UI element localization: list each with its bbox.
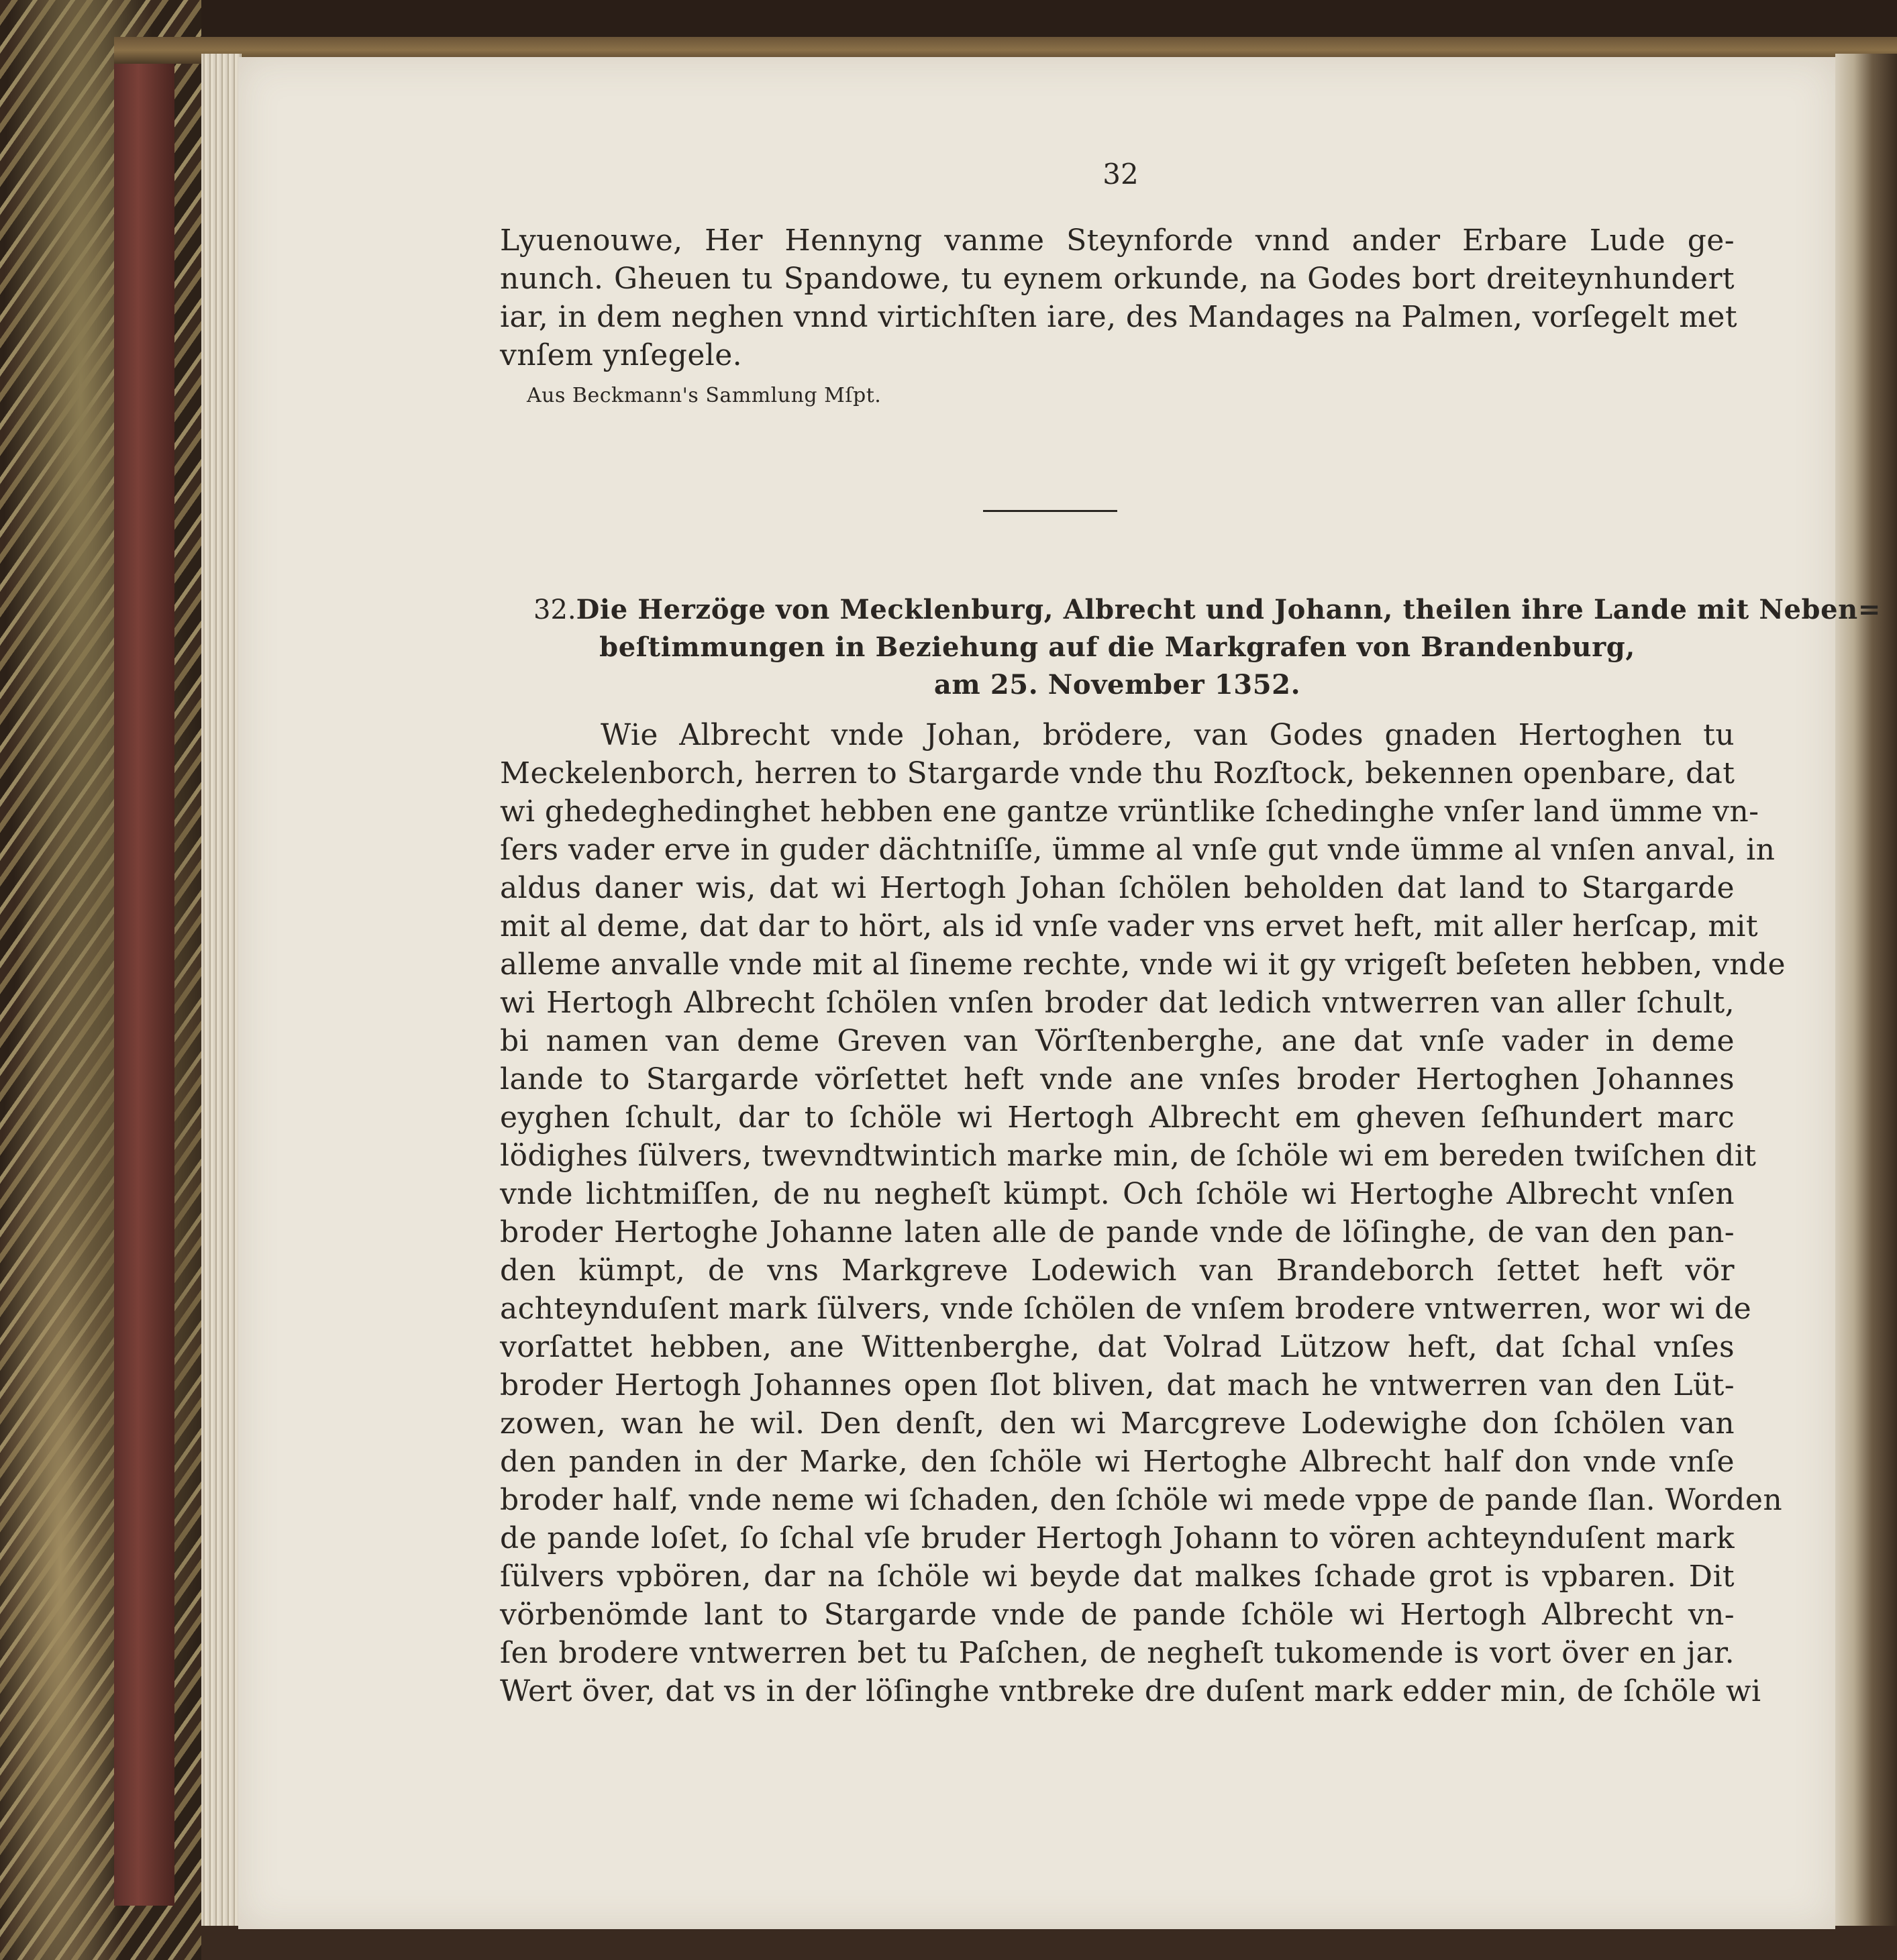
text-line: aldus daner wis, dat wi Hertogh Johan ſchölen beholden dat land to Stargarde: [500, 871, 1735, 905]
document-body: [500, 716, 1786, 1710]
section-number: 32.: [533, 595, 576, 625]
text-line: achteynduſent mark ſülvers, vnde ſchölen de vnſem brodere vntwerren, wor wi de: [500, 1292, 1752, 1326]
text-line: Meckelenborch, herren to Stargarde vnde thu Rozſtock, bekennen openbare, dat: [500, 756, 1735, 790]
section-heading: [500, 591, 1881, 704]
text-line: alleme anvalle vnde mit al ſineme rechte, vnde wi it gy vrigeſt beſeten hebben, vnde: [500, 947, 1786, 982]
leather-spine-edge: [114, 40, 174, 1906]
text-line: ſers vader erve in guder dächtniſſe, ümme al vnſe gut vnde ümme al vnſen anval, in: [500, 833, 1776, 867]
text-line: nunch. Gheuen tu Spandowe, tu eynem orkunde, na Godes bort dreiteynhundert: [500, 262, 1735, 296]
text-line: broder half, vnde neme wi ſchaden, den ſchöle wi mede vppe de pande ſlan. Worden: [500, 1483, 1783, 1517]
text-line: broder Hertogh Johannes open ſlot bliven, dat mach he vntwerren van den Lüt-: [500, 1368, 1735, 1402]
text-line: de pande loſet, ſo ſchal vſe bruder Hertogh Johann to vören achteynduſent mark: [500, 1521, 1735, 1555]
text-line: Wie Albrecht vnde Johan, brödere, van Godes gnaden Hertoghen tu: [601, 718, 1735, 752]
text-line: lödighes ſülvers, twevndtwintich marke min, de ſchöle wi em bereden twiſchen dit: [500, 1139, 1757, 1173]
heading-line-1: [500, 591, 1881, 629]
source-note: Aus Beckmann's Sammlung Mſpt.: [527, 384, 882, 407]
text-line: vörbenömde lant to Stargarde vnde de pande ſchöle wi Hertogh Albrecht vn-: [500, 1598, 1735, 1632]
text-line: broder Hertoghe Johanne laten alle de pande vnde de löſinghe, de van den pan-: [500, 1215, 1735, 1249]
text-line: eyghen ſchult, dar to ſchöle wi Hertogh Albrecht em gheven ſeſhundert marc: [500, 1100, 1735, 1135]
text-line: wi ghedeghedinghet hebben ene gantze vrüntlike ſchedinghe vnſer land ümme vn-: [500, 794, 1759, 829]
right-page-edge: [1835, 54, 1897, 1932]
text-line: vnde lichtmiſſen, de nu negheſt kümpt. Och ſchöle wi Hertoghe Albrecht vnſen: [500, 1177, 1735, 1211]
text-line: iar, in dem neghen vnnd virtichſten iare, des Mandages na Palmen, vorſegelt met: [500, 300, 1737, 334]
page-stack-edge: [201, 54, 242, 1926]
text-line: vnſem ynſegele.: [500, 338, 743, 372]
text-line: vorſattet hebben, ane Wittenberghe, dat Volrad Lützow heft, dat ſchal vnſes: [500, 1330, 1735, 1364]
text-line: ſen brodere vntwerren bet tu Paſchen, de negheſt tukomende is vort över en jar.: [500, 1636, 1735, 1670]
bottom-edge: [201, 1926, 1897, 1960]
text-line: Lyuenouwe, Her Hennyng vanme Steynforde vnnd ander Erbare Lude ge-: [500, 223, 1735, 258]
text-line: den panden in der Marke, den ſchöle wi Hertoghe Albrecht half don vnde vnſe: [500, 1445, 1735, 1479]
text-line: mit al deme, dat dar to hört, als id vnſe vader vns ervet heft, mit aller herſcap, mit: [500, 909, 1758, 943]
text-line: den kümpt, de vns Markgreve Lodewich van Brandeborch ſettet heft vör: [500, 1253, 1735, 1288]
text-line: ſülvers vpbören, dar na ſchöle wi beyde dat malkes ſchade grot is vpbaren. Dit: [500, 1559, 1735, 1594]
page-number: 32: [1103, 158, 1139, 191]
page-text: [500, 221, 1881, 1710]
heading-line-2: beſtimmungen in Beziehung auf die Markgrafen von Brandenburg,: [599, 631, 1635, 663]
text-line: wi Hertogh Albrecht ſchölen vnſen broder dat ledich vntwerren van aller ſchult,: [500, 986, 1735, 1020]
text-line: lande to Stargarde vörſettet heft vnde ane vnſes broder Hertoghen Johannes: [500, 1062, 1735, 1096]
heading-text: Die Herzöge von Mecklenburg, Albrecht und Johann, theilen ihre Lande mit Neben=: [576, 594, 1881, 625]
text-line: Wert över, dat vs in der löſinghe vntbreke dre duſent mark edder min, de ſchöle wi: [500, 1674, 1761, 1708]
text-line: zowen, wan he wil. Den denſt, den wi Marcgreve Lodewighe don ſchölen van: [500, 1406, 1735, 1441]
section-divider: [983, 510, 1117, 512]
top-paragraph: [500, 221, 1735, 374]
heading-date: am 25. November 1352.: [933, 669, 1301, 701]
text-line: bi namen van deme Greven van Vörſtenberghe, ane dat vnſe vader in deme: [500, 1024, 1735, 1058]
